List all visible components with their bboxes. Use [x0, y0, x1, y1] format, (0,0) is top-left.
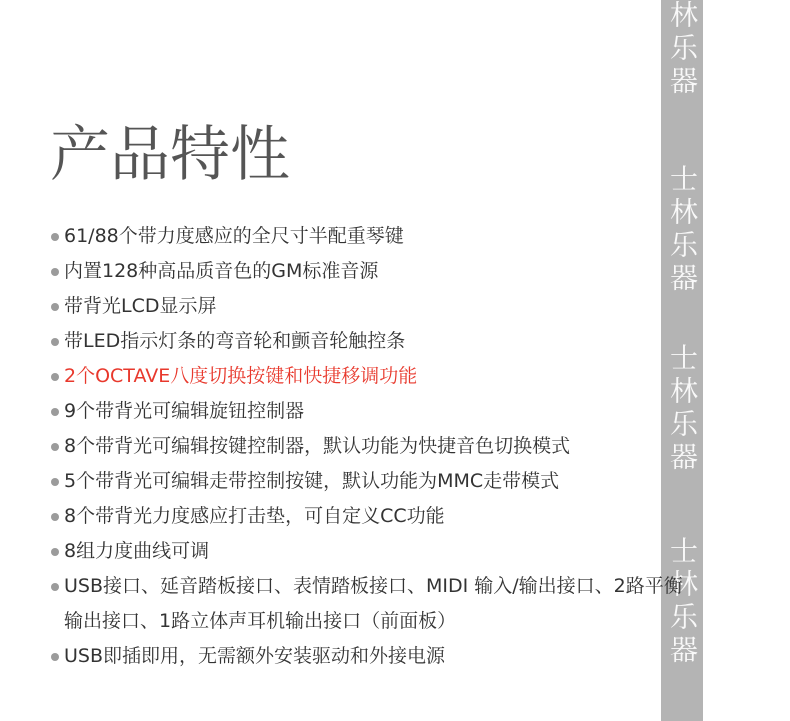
watermark-text: 士林乐器 — [666, 164, 699, 296]
bullet-icon — [51, 373, 59, 381]
feature-item-highlighted — [48, 359, 683, 394]
feature-text: 9个带背光可编辑旋钮控制器 — [64, 400, 305, 422]
feature-item — [48, 394, 683, 429]
feature-list — [48, 219, 683, 674]
feature-text-line: USB接口、延音踏板接口、表情踏板接口、MIDI 输入/输出接口、2路平衡 — [64, 575, 683, 597]
feature-text: USB即插即用，无需额外安装驱动和外接电源 — [64, 645, 446, 667]
feature-item — [48, 499, 683, 534]
watermark-text: 士林乐器 — [666, 536, 699, 668]
bullet-icon — [51, 268, 59, 276]
feature-text: 2个OCTAVE八度切换按键和快捷移调功能 — [64, 365, 418, 387]
feature-item — [48, 289, 683, 324]
feature-item — [48, 639, 683, 674]
bullet-icon — [51, 583, 59, 591]
feature-text: 8个带背光可编辑按键控制器，默认功能为快捷音色切换模式 — [64, 435, 571, 457]
page-title: 产品特性 — [50, 120, 290, 190]
feature-text: 8个带背光力度感应打击垫，可自定义CC功能 — [64, 505, 445, 527]
feature-item — [48, 219, 683, 254]
bullet-icon — [51, 233, 59, 241]
feature-text: 内置128种高品质音色的GM标准音源 — [64, 260, 379, 282]
bullet-icon — [51, 443, 59, 451]
bullet-icon — [51, 653, 59, 661]
feature-item — [48, 569, 683, 639]
feature-text: 带背光LCD显示屏 — [64, 295, 217, 317]
bullet-icon — [51, 548, 59, 556]
watermark-text: 士林乐器 — [666, 343, 699, 475]
bullet-icon — [51, 478, 59, 486]
feature-text: 8组力度曲线可调 — [64, 540, 210, 562]
feature-text: 61/88个带力度感应的全尺寸半配重琴键 — [64, 225, 404, 247]
watermark-text: 林乐器 — [666, 0, 699, 99]
feature-item — [48, 254, 683, 289]
bullet-icon — [51, 513, 59, 521]
feature-text: 带LED指示灯条的弯音轮和颤音轮触控条 — [64, 330, 406, 352]
bullet-icon — [51, 338, 59, 346]
bullet-icon — [51, 303, 59, 311]
feature-item — [48, 429, 683, 464]
feature-item — [48, 324, 683, 359]
feature-text: 5个带背光可编辑走带控制按键，默认功能为MMC走带模式 — [64, 470, 560, 492]
bullet-icon — [51, 408, 59, 416]
feature-text-line: 输出接口、1路立体声耳机输出接口（前面板） — [64, 610, 457, 632]
feature-item — [48, 464, 683, 499]
feature-item — [48, 534, 683, 569]
